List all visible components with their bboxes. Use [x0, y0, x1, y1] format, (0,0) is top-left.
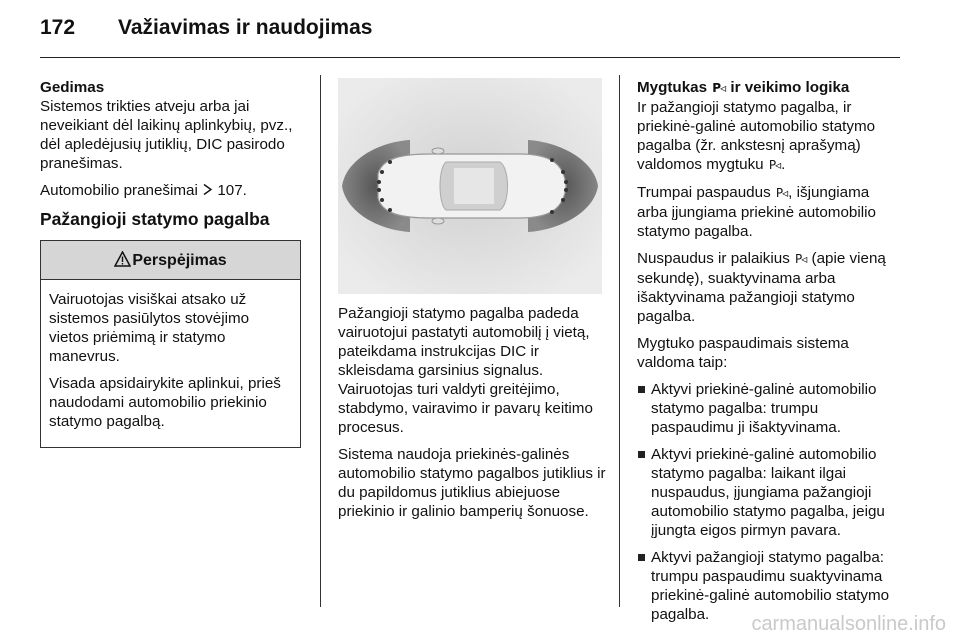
warning-triangle-icon: [114, 251, 131, 270]
button-text-2: [637, 183, 902, 241]
section-title: Pažangioji statymo pagalba: [40, 209, 270, 229]
left-column: [40, 78, 302, 448]
warning-title: Perspėjimas: [132, 251, 227, 269]
arrow-reference-icon: [202, 182, 217, 199]
button-text-3: [637, 249, 902, 326]
warning-body: [41, 280, 300, 447]
warning-text-1: Vairuotojas visiškai atsako už sistemos pasiūlytos stovėjimo vietos priėmimą ir statymo manevrus.: [49, 291, 250, 365]
description-text-2: Sistema naudoja priekinės-galinės automobilio statymo pagalbos jutiklius ir du papildomus jutiklius abiejuose priekinio ir galinio bamperių šonuose.: [338, 446, 606, 520]
messages-text: Automobilio pranešimai: [40, 182, 198, 199]
button-heading: [637, 78, 902, 98]
button-text-1-post: .: [781, 156, 786, 173]
list-item: Aktyvi priekinė-galinė automobilio statymo pagalba: trumpu paspaudimu ji išaktyvinama.: [637, 380, 902, 437]
button-text-1: [637, 98, 902, 175]
warning-box: [40, 240, 301, 448]
parking-sensors-illustration: [338, 78, 602, 294]
fault-text: Sistemos trikties atveju arba jai neveikiant dėl laikinų aplinkybių, pvz., dėl apledėjusių jutiklių, DIC pasirodo pranešimas.: [40, 98, 293, 172]
messages-page-ref: 107.: [217, 182, 247, 199]
parking-assist-icon: P◃: [712, 81, 726, 95]
parking-assist-icon: P◃: [795, 252, 807, 266]
messages-reference[interactable]: [40, 181, 302, 200]
button-heading-pre: Mygtukas: [637, 79, 708, 96]
list-item: Aktyvi pažangioji statymo pagalba: trumpu paspaudimu suaktyvinama priekinė-galinė automobilio statymo pagalba.: [637, 548, 902, 624]
warning-text-2: Visada apsidairykite aplinkui, prieš naudodami automobilio priekinio statymo pagalbą.: [49, 375, 281, 430]
page-number: 172: [40, 16, 76, 39]
button-text-1-pre: Ir pažangioji statymo pagalba, ir priekinė-galinė automobilio statymo pagalba (žr. ankstesnį aprašymą) valdomos mygtuku: [637, 99, 876, 173]
page-title: Važiavimas ir naudojimas: [118, 16, 373, 39]
fault-heading: Gedimas: [40, 79, 105, 96]
column-divider-right: [619, 75, 620, 607]
button-text-2-post: , išjungiama arba įjungiama priekinė automobilio statymo pagalba.: [637, 184, 876, 240]
list-item: Aktyvi priekinė-galinė automobilio statymo pagalba: laikant ilgai nuspaudus, įjungiama pažangioji automobilio statymo pagalba, jeigu įjungta eigos pirmyn pavara.: [637, 445, 902, 540]
button-text-4: Mygtuko paspaudimais sistema valdoma taip:: [637, 335, 849, 371]
parking-assist-icon: P◃: [768, 158, 781, 172]
header-divider: [40, 57, 900, 58]
button-heading-post: ir veikimo logika: [730, 79, 850, 96]
right-column: [637, 78, 902, 632]
middle-column: [338, 78, 608, 529]
watermark: carmanualsonline.info: [751, 613, 946, 635]
button-text-3-post: (apie vieną sekundę), suaktyvinama arba išaktyvinama pažangioji statymo pagalba.: [637, 250, 886, 325]
description-text-1: Pažangioji statymo pagalba padeda vairuotojui pastatyti automobilį į vietą, pateikdama instrukcijas DIC ir skleisdama garsinius signalus. Vairuotojas turi valdyti greitėjimo, stabdymo, vairavimo ir pavarų keitimo procesus.: [338, 305, 593, 436]
parking-assist-icon: P◃: [775, 186, 788, 200]
button-text-3-pre: Nuspaudus ir palaikius: [637, 250, 790, 267]
mode-list: [637, 380, 902, 624]
button-text-2-pre: Trumpai paspaudus: [637, 184, 771, 201]
warning-header: [41, 241, 300, 280]
column-divider-left: [320, 75, 321, 607]
